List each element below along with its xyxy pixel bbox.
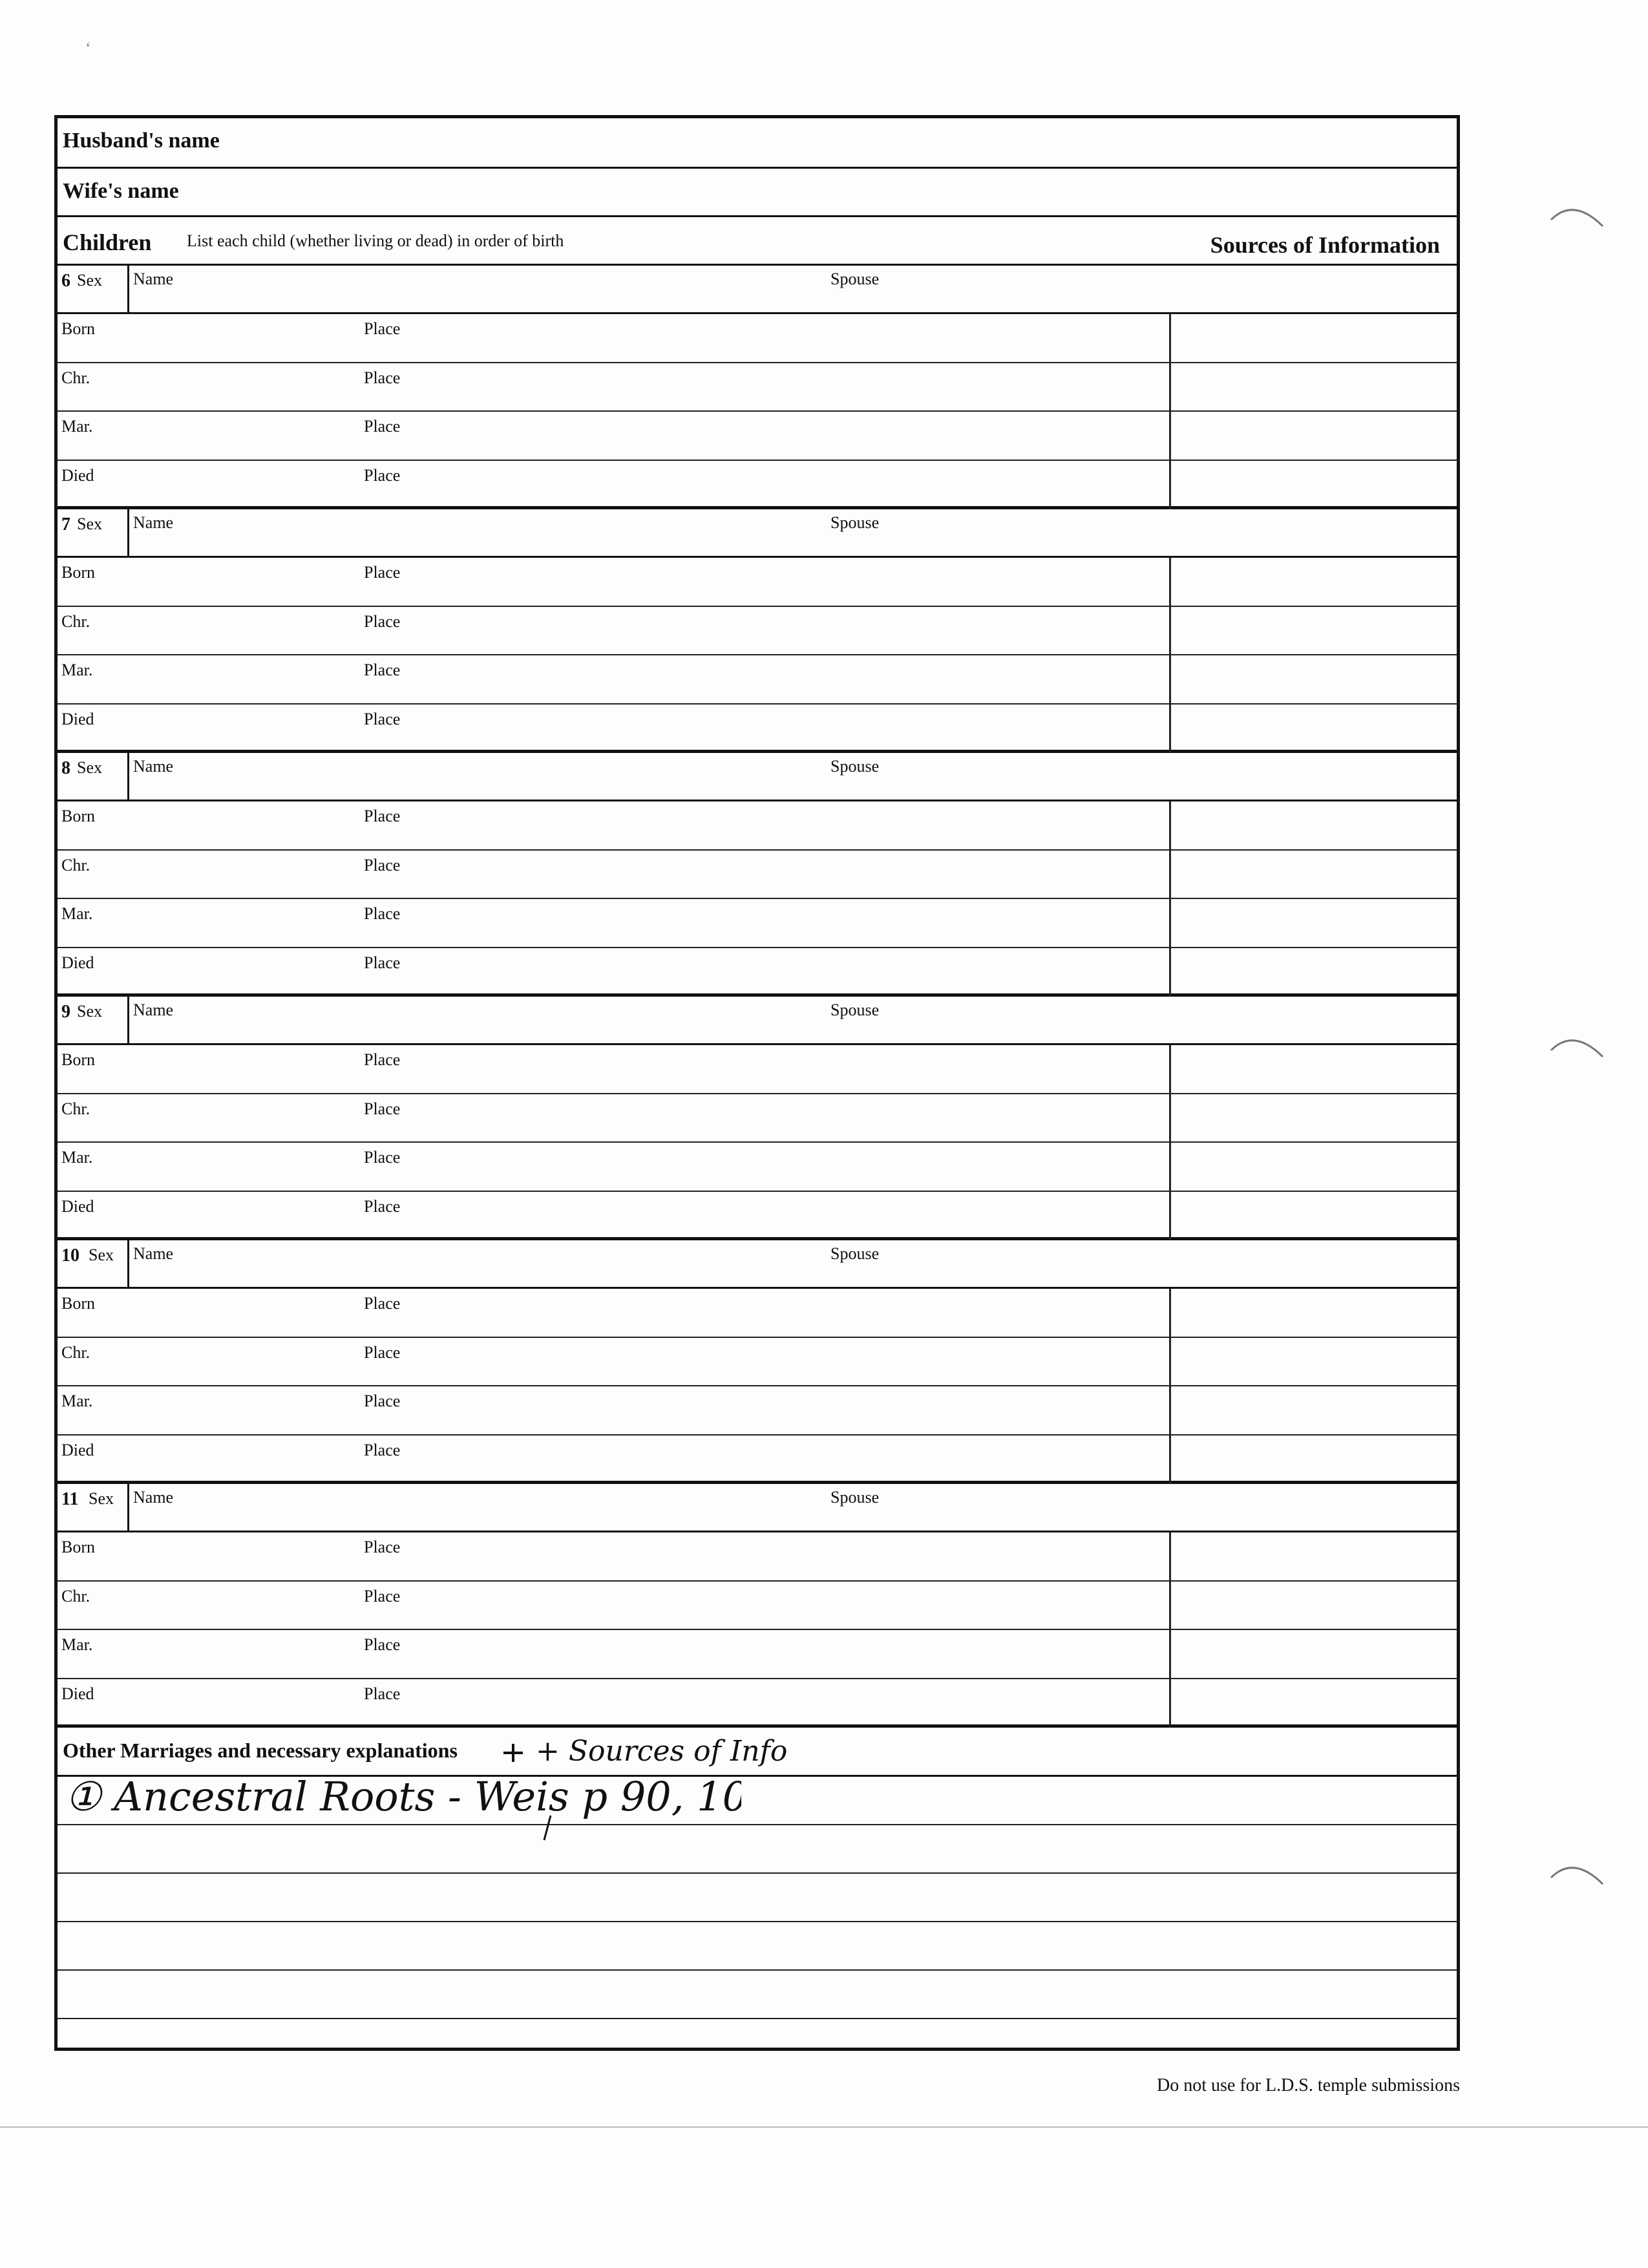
born-label: Born — [61, 1538, 95, 1556]
sex-label: Sex — [77, 271, 102, 290]
child-died-row — [58, 948, 1457, 997]
name-field — [127, 509, 174, 556]
chr-label: Chr. — [61, 611, 90, 631]
sex-label: Sex — [89, 1489, 114, 1508]
place-label: Place — [364, 807, 401, 825]
child-number: 11 — [61, 1489, 79, 1509]
child-block — [58, 509, 1457, 753]
place-label: Place — [364, 661, 401, 679]
child-chr-row — [58, 363, 1457, 412]
page-edge-line — [0, 2126, 1648, 2128]
place-label: Place — [364, 1196, 401, 1216]
spouse-label: Spouse — [830, 270, 880, 288]
mar-label: Mar. — [61, 417, 93, 436]
name-field — [127, 753, 174, 800]
child-died-row — [58, 461, 1457, 510]
child-number: 7 — [61, 514, 70, 535]
born-label: Born — [61, 807, 95, 825]
child-born-row — [58, 1289, 1457, 1338]
child-block — [58, 1240, 1457, 1484]
family-group-record-form — [54, 115, 1460, 2051]
child-header-row — [58, 266, 1457, 314]
handwritten-sources-text: + Sources of Info — [536, 1735, 788, 1768]
died-label: Died — [61, 709, 94, 728]
child-mar-row — [58, 412, 1457, 461]
children-header-row — [58, 217, 1457, 266]
binder-hole-top — [1548, 194, 1606, 236]
place-label: Place — [364, 904, 401, 923]
husband-row — [58, 118, 1457, 169]
explanation-line-4 — [58, 1922, 1457, 1971]
child-died-row — [58, 1192, 1457, 1241]
explanation-line-1 — [58, 1773, 1457, 1825]
died-label: Died — [61, 1440, 94, 1459]
chr-label: Chr. — [61, 1342, 90, 1362]
other-marriages-label: Other Marriages and necessary explanations — [63, 1739, 458, 1762]
died-label: Died — [61, 1684, 94, 1703]
explanation-line-3 — [58, 1874, 1457, 1922]
name-field — [127, 266, 174, 312]
name-label: Name — [133, 1488, 174, 1507]
sources-label: Sources of Information — [1210, 232, 1440, 258]
explanation-line-2 — [58, 1825, 1457, 1874]
died-label: Died — [61, 1196, 94, 1216]
child-block — [58, 1484, 1457, 1728]
child-chr-row — [58, 1582, 1457, 1631]
chr-label: Chr. — [61, 368, 90, 387]
name-field — [127, 997, 174, 1043]
child-number: 6 — [61, 271, 70, 291]
mar-label: Mar. — [61, 1635, 93, 1654]
mar-label: Mar. — [61, 661, 93, 679]
name-label: Name — [133, 1244, 174, 1263]
spouse-label: Spouse — [830, 1001, 880, 1019]
child-chr-row — [58, 851, 1457, 900]
children-instructions: List each child (whether living or dead) in order of birth — [187, 231, 564, 250]
spouse-label: Spouse — [830, 757, 880, 776]
binder-hole-bottom — [1548, 1852, 1606, 1894]
sources-divider — [1169, 1045, 1171, 1240]
wife-label: Wife's name — [63, 179, 179, 203]
sex-label: Sex — [77, 514, 102, 533]
explanation-line-5 — [58, 1971, 1457, 2019]
binder-hole-middle — [1548, 1024, 1606, 1066]
child-chr-row — [58, 1338, 1457, 1387]
mar-label: Mar. — [61, 1148, 93, 1167]
name-label: Name — [133, 270, 174, 288]
spouse-label: Spouse — [830, 1244, 880, 1263]
wife-row — [58, 169, 1457, 217]
place-label: Place — [364, 1148, 401, 1167]
child-block — [58, 997, 1457, 1240]
child-header-row — [58, 1240, 1457, 1289]
place-label: Place — [364, 953, 401, 972]
child-born-row — [58, 314, 1457, 363]
child-died-row — [58, 705, 1457, 754]
child-mar-row — [58, 1630, 1457, 1679]
place-label: Place — [364, 1294, 401, 1313]
sources-divider — [1169, 314, 1171, 509]
born-label: Born — [61, 1050, 95, 1069]
other-marriages-header-row — [58, 1728, 1457, 1777]
child-died-row — [58, 1679, 1457, 1728]
place-label: Place — [364, 563, 401, 582]
sex-label: Sex — [89, 1245, 114, 1264]
place-label: Place — [364, 1440, 401, 1459]
born-label: Born — [61, 563, 95, 582]
name-field — [127, 1484, 174, 1531]
born-label: Born — [61, 1294, 95, 1313]
child-chr-row — [58, 1094, 1457, 1143]
sources-divider — [1169, 558, 1171, 753]
child-block — [58, 753, 1457, 997]
place-label: Place — [364, 319, 401, 338]
place-label: Place — [364, 1342, 401, 1362]
place-label: Place — [364, 1392, 401, 1410]
spouse-label: Spouse — [830, 513, 880, 532]
child-header-row — [58, 753, 1457, 801]
sources-divider — [1169, 801, 1171, 997]
spouse-label: Spouse — [830, 1488, 880, 1507]
child-header-row — [58, 509, 1457, 558]
child-born-row — [58, 1532, 1457, 1582]
child-born-row — [58, 1045, 1457, 1094]
place-label: Place — [364, 1099, 401, 1118]
died-label: Died — [61, 953, 94, 972]
chr-label: Chr. — [61, 855, 90, 874]
died-label: Died — [61, 465, 94, 485]
child-block — [58, 266, 1457, 509]
scan-speck: ‘ — [85, 39, 91, 58]
born-label: Born — [61, 319, 95, 338]
child-number: 10 — [61, 1245, 79, 1266]
place-label: Place — [364, 368, 401, 387]
sources-divider — [1169, 1289, 1171, 1484]
sources-divider — [1169, 1532, 1171, 1728]
name-label: Name — [133, 513, 174, 532]
child-born-row — [58, 801, 1457, 851]
mar-label: Mar. — [61, 904, 93, 923]
child-number: 8 — [61, 758, 70, 778]
child-header-row — [58, 1484, 1457, 1532]
place-label: Place — [364, 1635, 401, 1654]
child-born-row — [58, 558, 1457, 607]
place-label: Place — [364, 1050, 401, 1069]
place-label: Place — [364, 1538, 401, 1556]
place-label: Place — [364, 709, 401, 728]
name-label: Name — [133, 1001, 174, 1019]
place-label: Place — [364, 1684, 401, 1703]
sex-label: Sex — [77, 1002, 102, 1021]
child-number: 9 — [61, 1002, 70, 1022]
child-mar-row — [58, 1143, 1457, 1192]
child-header-row — [58, 997, 1457, 1045]
mar-label: Mar. — [61, 1392, 93, 1410]
child-chr-row — [58, 607, 1457, 656]
name-label: Name — [133, 757, 174, 776]
handwritten-citation-text: ① Ancestral Roots - Weis p 90, 100 — [65, 1773, 741, 1820]
chr-label: Chr. — [61, 1586, 90, 1606]
child-mar-row — [58, 655, 1457, 705]
footer-note: Do not use for L.D.S. temple submissions — [1157, 2075, 1460, 2095]
sex-label: Sex — [77, 758, 102, 777]
place-label: Place — [364, 417, 401, 436]
place-label: Place — [364, 855, 401, 874]
child-mar-row — [58, 899, 1457, 948]
name-field — [127, 1240, 174, 1287]
handwritten-sources-note — [497, 1732, 833, 1774]
husband-label: Husband's name — [63, 129, 220, 153]
place-label: Place — [364, 1586, 401, 1606]
children-label: Children — [63, 229, 152, 255]
place-label: Place — [364, 465, 401, 485]
chr-label: Chr. — [61, 1099, 90, 1118]
child-died-row — [58, 1436, 1457, 1485]
place-label: Place — [364, 611, 401, 631]
child-mar-row — [58, 1386, 1457, 1436]
